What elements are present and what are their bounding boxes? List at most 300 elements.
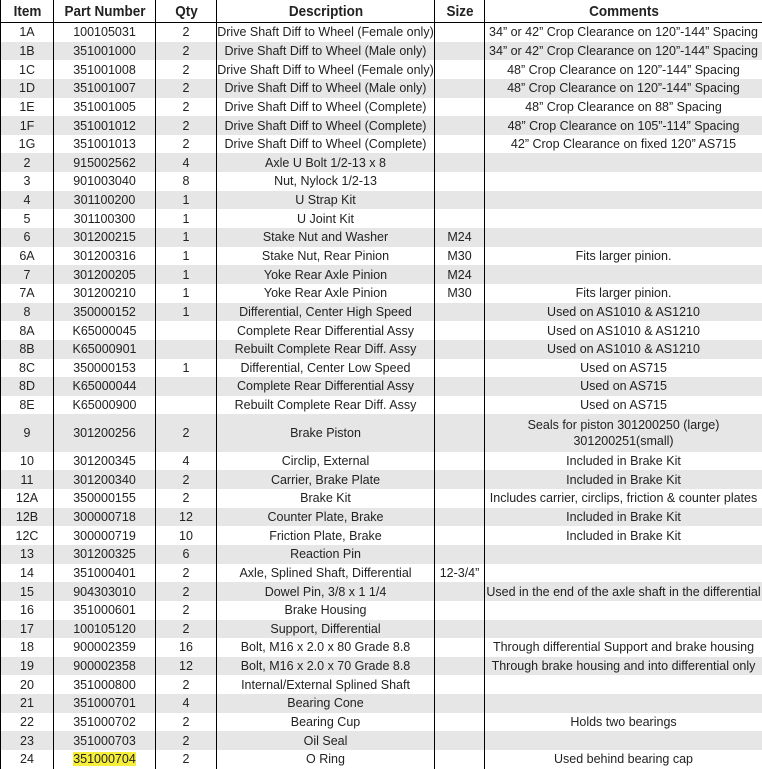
- cell-size: [435, 23, 485, 42]
- comments-text: 48” Crop Clearance on 120”-144” Spacing: [507, 63, 740, 77]
- cell-size: [435, 657, 485, 676]
- cell-size: [435, 321, 485, 340]
- description-text: Drive Shaft Diff to Wheel (Male only): [225, 44, 427, 58]
- cell-comments: [485, 228, 762, 247]
- description-text: Rebuilt Complete Rear Diff. Assy: [235, 398, 417, 412]
- cell-comments: [485, 42, 762, 61]
- cell-description: [217, 564, 435, 583]
- table-row: [1, 135, 762, 154]
- description-text: Bearing Cup: [291, 715, 361, 729]
- part-number-text: 301200210: [73, 286, 136, 300]
- cell-size: [435, 675, 485, 694]
- item-text: 20: [20, 678, 34, 692]
- part-number-text: K65000901: [73, 342, 137, 356]
- cell-comments: [485, 582, 762, 601]
- cell-part-number: [54, 340, 156, 359]
- cell-description: [217, 377, 435, 396]
- cell-item: [1, 209, 54, 228]
- cell-description: [217, 359, 435, 378]
- description-text: Brake Kit: [300, 491, 351, 505]
- cell-size: [435, 750, 485, 769]
- qty-text: 2: [183, 44, 190, 58]
- cell-description: [217, 153, 435, 172]
- cell-item: [1, 321, 54, 340]
- cell-part-number: [54, 303, 156, 322]
- size-text: M24: [447, 230, 471, 244]
- qty-text: 2: [183, 678, 190, 692]
- cell-comments: [485, 321, 762, 340]
- cell-qty: [156, 340, 217, 359]
- description-text: Carrier, Brake Plate: [271, 473, 380, 487]
- cell-comments: [485, 601, 762, 620]
- cell-part-number: [54, 564, 156, 583]
- cell-size: [435, 303, 485, 322]
- part-number-text: 351001005: [73, 100, 136, 114]
- part-number-text: K65000900: [73, 398, 137, 412]
- cell-part-number: [54, 452, 156, 471]
- table-row: [1, 470, 762, 489]
- cell-part-number: [54, 582, 156, 601]
- cell-size: [435, 508, 485, 527]
- qty-text: 4: [183, 454, 190, 468]
- cell-comments: [485, 675, 762, 694]
- cell-comments: [485, 489, 762, 508]
- cell-qty: [156, 582, 217, 601]
- cell-size: [435, 638, 485, 657]
- cell-part-number: [54, 135, 156, 154]
- cell-description: [217, 638, 435, 657]
- cell-item: [1, 60, 54, 79]
- comments-text: Used on AS715: [580, 398, 667, 412]
- cell-size: [435, 209, 485, 228]
- part-number-text: 350000152: [73, 305, 136, 319]
- cell-qty: [156, 657, 217, 676]
- cell-description: [217, 79, 435, 98]
- comments-text: Used behind bearing cap: [554, 752, 693, 766]
- description-text: Brake Piston: [290, 426, 361, 440]
- item-text: 1F: [20, 119, 35, 133]
- description-text: Axle U Bolt 1/2-13 x 8: [265, 156, 386, 170]
- cell-qty: [156, 42, 217, 61]
- description-text: Nut, Nylock 1/2-13: [274, 174, 377, 188]
- cell-size: [435, 79, 485, 98]
- cell-comments: [485, 153, 762, 172]
- cell-part-number: [54, 228, 156, 247]
- description-text: U Joint Kit: [297, 212, 354, 226]
- item-text: 4: [24, 193, 31, 207]
- cell-qty: [156, 489, 217, 508]
- table-row: [1, 489, 762, 508]
- cell-qty: [156, 247, 217, 266]
- comments-text: Seals for piston 301200250 (large) 301200251(small): [528, 418, 720, 448]
- cell-part-number: [54, 42, 156, 61]
- description-text: Bearing Cone: [287, 696, 363, 710]
- cell-part-number: [54, 713, 156, 732]
- description-text: Differential, Center High Speed: [239, 305, 412, 319]
- cell-comments: [485, 23, 762, 42]
- cell-size: [435, 545, 485, 564]
- cell-item: [1, 284, 54, 303]
- cell-part-number: [54, 79, 156, 98]
- qty-text: 8: [183, 174, 190, 188]
- item-text: 8A: [19, 324, 34, 338]
- cell-qty: [156, 79, 217, 98]
- qty-text: 2: [183, 566, 190, 580]
- cell-description: [217, 620, 435, 639]
- item-text: 19: [20, 659, 34, 673]
- cell-description: [217, 452, 435, 471]
- cell-part-number: [54, 209, 156, 228]
- description-text: Complete Rear Differential Assy: [237, 324, 414, 338]
- table-row: [1, 601, 762, 620]
- description-text: Drive Shaft Diff to Wheel (Female only): [217, 25, 434, 39]
- cell-size: [435, 582, 485, 601]
- comments-text: 34” or 42” Crop Clearance on 120”-144” Spacing: [489, 44, 758, 58]
- item-text: 1E: [19, 100, 34, 114]
- table-row: [1, 675, 762, 694]
- item-text: 5: [24, 212, 31, 226]
- description-text: Counter Plate, Brake: [267, 510, 383, 524]
- part-number-text: 351000401: [73, 566, 136, 580]
- item-text: 7: [24, 268, 31, 282]
- item-text: 6A: [19, 249, 34, 263]
- description-text: Circlip, External: [282, 454, 370, 468]
- header-part-number: Part Number: [59, 0, 151, 23]
- cell-comments: [485, 396, 762, 415]
- cell-part-number: [54, 284, 156, 303]
- cell-item: [1, 694, 54, 713]
- part-number-text: 301100200: [74, 193, 136, 207]
- cell-description: [217, 713, 435, 732]
- cell-comments: [485, 750, 762, 769]
- cell-item: [1, 545, 54, 564]
- cell-comments: [485, 265, 762, 284]
- table-row: [1, 731, 762, 750]
- cell-size: [435, 359, 485, 378]
- cell-size: [435, 713, 485, 732]
- qty-text: 2: [183, 715, 190, 729]
- description-text: Bolt, M16 x 2.0 x 80 Grade 8.8: [241, 640, 411, 654]
- cell-description: [217, 694, 435, 713]
- cell-item: [1, 98, 54, 117]
- cell-description: [217, 116, 435, 135]
- cell-size: [435, 396, 485, 415]
- cell-qty: [156, 172, 217, 191]
- cell-item: [1, 620, 54, 639]
- comments-text: Used on AS1010 & AS1210: [547, 342, 700, 356]
- cell-item: [1, 116, 54, 135]
- qty-text: 10: [179, 529, 193, 543]
- cell-comments: [485, 694, 762, 713]
- cell-part-number: [54, 396, 156, 415]
- qty-text: 2: [183, 473, 190, 487]
- part-number-text: 351000800: [73, 678, 136, 692]
- table-row: [1, 545, 762, 564]
- cell-description: [217, 731, 435, 750]
- cell-description: [217, 545, 435, 564]
- cell-item: [1, 750, 54, 769]
- cell-item: [1, 713, 54, 732]
- cell-part-number: [54, 321, 156, 340]
- cell-size: [435, 60, 485, 79]
- cell-item: [1, 191, 54, 210]
- size-text: 12-3/4”: [440, 566, 480, 580]
- qty-text: 2: [183, 81, 190, 95]
- description-text: Reaction Pin: [290, 547, 361, 561]
- table-row: [1, 60, 762, 79]
- comments-text: Holds two bearings: [570, 715, 676, 729]
- part-number-text: 301200205: [73, 268, 136, 282]
- comments-text: Through differential Support and brake housing: [493, 640, 754, 654]
- cell-item: [1, 489, 54, 508]
- table-row: [1, 321, 762, 340]
- part-number-text: 915002562: [73, 156, 136, 170]
- cell-comments: [485, 526, 762, 545]
- cell-description: [217, 657, 435, 676]
- item-text: 9: [24, 426, 31, 440]
- item-text: 12A: [16, 491, 38, 505]
- cell-item: [1, 303, 54, 322]
- cell-description: [217, 135, 435, 154]
- cell-part-number: [54, 359, 156, 378]
- cell-item: [1, 675, 54, 694]
- qty-text: 2: [183, 585, 190, 599]
- cell-description: [217, 265, 435, 284]
- cell-part-number: [54, 23, 156, 42]
- cell-qty: [156, 359, 217, 378]
- comments-text: 42” Crop Clearance on fixed 120” AS715: [511, 137, 736, 151]
- cell-description: [217, 526, 435, 545]
- comments-text: Used in the end of the axle shaft in the differential: [486, 585, 760, 599]
- cell-size: [435, 153, 485, 172]
- cell-part-number: [54, 470, 156, 489]
- cell-item: [1, 23, 54, 42]
- cell-item: [1, 526, 54, 545]
- cell-qty: [156, 321, 217, 340]
- cell-comments: [485, 191, 762, 210]
- table-row: [1, 116, 762, 135]
- item-text: 13: [20, 547, 34, 561]
- qty-text: 2: [183, 137, 190, 151]
- item-text: 1G: [19, 137, 36, 151]
- qty-text: 1: [183, 230, 190, 244]
- cell-size: [435, 414, 485, 451]
- cell-size: [435, 489, 485, 508]
- cell-qty: [156, 750, 217, 769]
- cell-qty: [156, 153, 217, 172]
- item-text: 8C: [19, 361, 35, 375]
- cell-description: [217, 191, 435, 210]
- part-number-text: 301200316: [73, 249, 136, 263]
- cell-item: [1, 42, 54, 61]
- item-text: 14: [20, 566, 34, 580]
- cell-item: [1, 582, 54, 601]
- part-number-text: 351000704: [73, 752, 136, 766]
- table-row: [1, 42, 762, 61]
- item-text: 21: [20, 696, 34, 710]
- cell-qty: [156, 564, 217, 583]
- description-text: Yoke Rear Axle Pinion: [264, 286, 387, 300]
- description-text: Internal/External Splined Shaft: [241, 678, 410, 692]
- item-text: 12C: [16, 529, 39, 543]
- qty-text: 12: [179, 510, 193, 524]
- cell-comments: [485, 359, 762, 378]
- cell-item: [1, 731, 54, 750]
- cell-qty: [156, 675, 217, 694]
- cell-size: [435, 601, 485, 620]
- description-text: Drive Shaft Diff to Wheel (Complete): [225, 119, 427, 133]
- comments-text: Includes carrier, circlips, friction & counter plates: [490, 491, 757, 505]
- cell-description: [217, 601, 435, 620]
- part-number-text: 904303010: [73, 585, 136, 599]
- qty-text: 2: [183, 100, 190, 114]
- header-description: Description: [227, 0, 423, 23]
- cell-item: [1, 470, 54, 489]
- table-row: [1, 694, 762, 713]
- cell-size: [435, 247, 485, 266]
- cell-part-number: [54, 191, 156, 210]
- cell-qty: [156, 377, 217, 396]
- qty-text: 2: [183, 734, 190, 748]
- qty-text: 2: [183, 63, 190, 77]
- cell-part-number: [54, 620, 156, 639]
- cell-description: [217, 489, 435, 508]
- cell-item: [1, 657, 54, 676]
- cell-item: [1, 247, 54, 266]
- description-text: Support, Differential: [270, 622, 380, 636]
- item-text: 8B: [19, 342, 34, 356]
- qty-text: 2: [183, 752, 190, 766]
- cell-comments: [485, 98, 762, 117]
- cell-item: [1, 377, 54, 396]
- header-comments: Comments: [498, 0, 748, 23]
- item-text: 17: [20, 622, 34, 636]
- cell-description: [217, 23, 435, 42]
- cell-qty: [156, 116, 217, 135]
- part-number-text: 351001013: [73, 137, 136, 151]
- comments-text: Used on AS715: [580, 361, 667, 375]
- table-row: [1, 265, 762, 284]
- qty-text: 1: [183, 305, 190, 319]
- part-number-text: 351001007: [73, 81, 136, 95]
- cell-size: [435, 284, 485, 303]
- description-text: Dowel Pin, 3/8 x 1 1/4: [265, 585, 387, 599]
- cell-comments: [485, 377, 762, 396]
- item-text: 12B: [16, 510, 38, 524]
- cell-item: [1, 452, 54, 471]
- qty-text: 1: [183, 286, 190, 300]
- table-row: [1, 153, 762, 172]
- item-text: 6: [24, 230, 31, 244]
- part-number-text: 351000702: [73, 715, 136, 729]
- cell-comments: [485, 620, 762, 639]
- item-text: 8D: [19, 379, 35, 393]
- cell-part-number: [54, 657, 156, 676]
- cell-comments: [485, 731, 762, 750]
- cell-item: [1, 508, 54, 527]
- table-row: [1, 247, 762, 266]
- cell-size: [435, 564, 485, 583]
- comments-text: Fits larger pinion.: [576, 249, 672, 263]
- table-row: [1, 750, 762, 769]
- cell-description: [217, 42, 435, 61]
- cell-size: [435, 98, 485, 117]
- cell-qty: [156, 508, 217, 527]
- cell-qty: [156, 601, 217, 620]
- cell-qty: [156, 638, 217, 657]
- cell-description: [217, 675, 435, 694]
- cell-qty: [156, 209, 217, 228]
- part-number-text: 301200345: [73, 454, 136, 468]
- table-row: [1, 638, 762, 657]
- cell-qty: [156, 191, 217, 210]
- cell-qty: [156, 713, 217, 732]
- cell-size: [435, 694, 485, 713]
- part-number-text: 301200340: [73, 473, 136, 487]
- cell-description: [217, 303, 435, 322]
- description-text: O Ring: [306, 752, 345, 766]
- comments-text: Through brake housing and into differential only: [492, 659, 756, 673]
- cell-comments: [485, 508, 762, 527]
- cell-size: [435, 116, 485, 135]
- cell-item: [1, 135, 54, 154]
- description-text: Stake Nut, Rear Pinion: [262, 249, 389, 263]
- cell-qty: [156, 396, 217, 415]
- cell-qty: [156, 265, 217, 284]
- cell-item: [1, 396, 54, 415]
- cell-comments: [485, 657, 762, 676]
- cell-item: [1, 340, 54, 359]
- description-text: Rebuilt Complete Rear Diff. Assy: [235, 342, 417, 356]
- cell-part-number: [54, 247, 156, 266]
- cell-part-number: [54, 601, 156, 620]
- description-text: Bolt, M16 x 2.0 x 70 Grade 8.8: [241, 659, 411, 673]
- cell-size: [435, 135, 485, 154]
- cell-qty: [156, 23, 217, 42]
- part-number-text: 301200256: [73, 426, 136, 440]
- item-text: 1B: [19, 44, 34, 58]
- cell-part-number: [54, 489, 156, 508]
- cell-comments: [485, 545, 762, 564]
- header-item: Item: [3, 0, 51, 23]
- table-row: [1, 414, 762, 451]
- comments-text: Included in Brake Kit: [566, 510, 681, 524]
- cell-comments: [485, 284, 762, 303]
- comments-text: 48” Crop Clearance on 88” Spacing: [525, 100, 722, 114]
- comments-text: Included in Brake Kit: [566, 529, 681, 543]
- cell-qty: [156, 228, 217, 247]
- qty-text: 4: [183, 696, 190, 710]
- comments-text: Used on AS715: [580, 379, 667, 393]
- cell-size: [435, 228, 485, 247]
- item-text: 1A: [19, 25, 34, 39]
- table-row: [1, 508, 762, 527]
- cell-part-number: [54, 675, 156, 694]
- cell-size: [435, 42, 485, 61]
- cell-qty: [156, 731, 217, 750]
- cell-part-number: [54, 60, 156, 79]
- cell-comments: [485, 116, 762, 135]
- qty-text: 6: [183, 547, 190, 561]
- cell-qty: [156, 303, 217, 322]
- part-number-text: 301200325: [73, 547, 136, 561]
- cell-comments: [485, 135, 762, 154]
- description-text: Differential, Center Low Speed: [240, 361, 410, 375]
- cell-qty: [156, 135, 217, 154]
- cell-item: [1, 359, 54, 378]
- cell-comments: [485, 452, 762, 471]
- cell-part-number: [54, 638, 156, 657]
